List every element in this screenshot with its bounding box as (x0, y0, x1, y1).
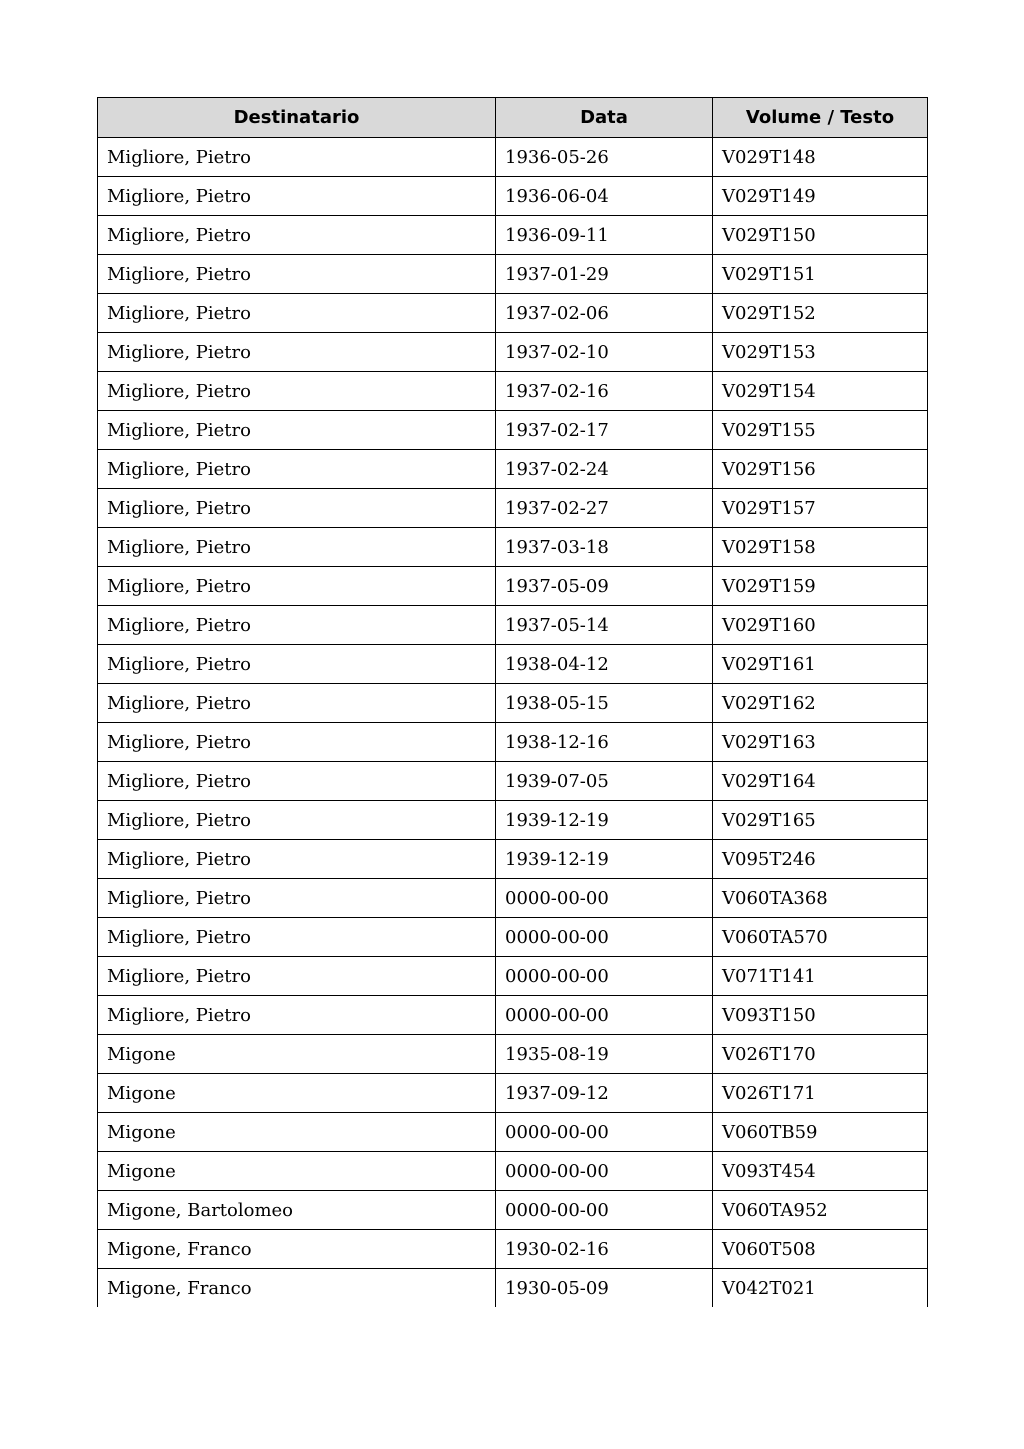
cell-data: 1937-02-10 (496, 333, 713, 372)
cell-data: 1937-05-09 (496, 567, 713, 606)
cell-volume-testo: V029T150 (713, 216, 928, 255)
table-row (98, 645, 928, 684)
cell-data: 1930-05-09 (496, 1269, 713, 1308)
cell-volume-testo: V029T163 (713, 723, 928, 762)
cell-data: 0000-00-00 (496, 879, 713, 918)
table-row (98, 1230, 928, 1269)
cell-data: 1936-06-04 (496, 177, 713, 216)
cell-destinatario: Migliore, Pietro (98, 762, 496, 801)
cell-destinatario: Migliore, Pietro (98, 411, 496, 450)
cell-data: 1937-03-18 (496, 528, 713, 567)
cell-destinatario: Migliore, Pietro (98, 957, 496, 996)
cell-volume-testo: V093T454 (713, 1152, 928, 1191)
cell-volume-testo: V029T159 (713, 567, 928, 606)
cell-volume-testo: V029T165 (713, 801, 928, 840)
cell-volume-testo: V029T154 (713, 372, 928, 411)
cell-volume-testo: V095T246 (713, 840, 928, 879)
cell-destinatario: Migone (98, 1152, 496, 1191)
table-body (98, 138, 928, 1308)
table-row (98, 801, 928, 840)
cell-volume-testo: V071T141 (713, 957, 928, 996)
cell-data: 1939-12-19 (496, 801, 713, 840)
cell-destinatario: Migone, Bartolomeo (98, 1191, 496, 1230)
cell-data: 0000-00-00 (496, 918, 713, 957)
cell-destinatario: Migliore, Pietro (98, 333, 496, 372)
table-header-row (98, 98, 928, 138)
table-row (98, 1113, 928, 1152)
letters-table (97, 97, 928, 1307)
table-row (98, 723, 928, 762)
table-row (98, 1191, 928, 1230)
cell-destinatario: Migliore, Pietro (98, 489, 496, 528)
cell-data: 1937-02-27 (496, 489, 713, 528)
cell-data: 1937-09-12 (496, 1074, 713, 1113)
table-row (98, 372, 928, 411)
table-row (98, 684, 928, 723)
table-row (98, 489, 928, 528)
cell-destinatario: Migliore, Pietro (98, 801, 496, 840)
cell-data: 1938-05-15 (496, 684, 713, 723)
cell-data: 0000-00-00 (496, 996, 713, 1035)
cell-destinatario: Migliore, Pietro (98, 138, 496, 177)
cell-data: 1935-08-19 (496, 1035, 713, 1074)
cell-volume-testo: V026T170 (713, 1035, 928, 1074)
cell-volume-testo: V029T155 (713, 411, 928, 450)
cell-destinatario: Migliore, Pietro (98, 216, 496, 255)
cell-data: 0000-00-00 (496, 1113, 713, 1152)
cell-destinatario: Migone, Franco (98, 1269, 496, 1308)
cell-data: 1938-12-16 (496, 723, 713, 762)
cell-volume-testo: V029T148 (713, 138, 928, 177)
cell-destinatario: Migliore, Pietro (98, 723, 496, 762)
cell-volume-testo: V060TA952 (713, 1191, 928, 1230)
table-row (98, 567, 928, 606)
cell-data: 0000-00-00 (496, 957, 713, 996)
cell-volume-testo: V029T157 (713, 489, 928, 528)
cell-volume-testo: V026T171 (713, 1074, 928, 1113)
table-row (98, 255, 928, 294)
cell-destinatario: Migliore, Pietro (98, 879, 496, 918)
cell-volume-testo: V029T164 (713, 762, 928, 801)
cell-destinatario: Migliore, Pietro (98, 918, 496, 957)
table-row (98, 216, 928, 255)
table-row (98, 918, 928, 957)
cell-data: 1930-02-16 (496, 1230, 713, 1269)
cell-volume-testo: V029T149 (713, 177, 928, 216)
cell-destinatario: Migliore, Pietro (98, 840, 496, 879)
cell-volume-testo: V029T158 (713, 528, 928, 567)
cell-destinatario: Migone (98, 1035, 496, 1074)
cell-data: 1938-04-12 (496, 645, 713, 684)
cell-destinatario: Migliore, Pietro (98, 372, 496, 411)
table-row (98, 138, 928, 177)
cell-volume-testo: V029T153 (713, 333, 928, 372)
table-row (98, 450, 928, 489)
table-row (98, 1152, 928, 1191)
cell-data: 1939-12-19 (496, 840, 713, 879)
cell-destinatario: Migone (98, 1074, 496, 1113)
cell-volume-testo: V029T151 (713, 255, 928, 294)
cell-volume-testo: V042T021 (713, 1269, 928, 1308)
cell-destinatario: Migliore, Pietro (98, 528, 496, 567)
cell-volume-testo: V029T162 (713, 684, 928, 723)
cell-destinatario: Migliore, Pietro (98, 996, 496, 1035)
cell-volume-testo: V060T508 (713, 1230, 928, 1269)
cell-volume-testo: V029T161 (713, 645, 928, 684)
cell-data: 0000-00-00 (496, 1191, 713, 1230)
cell-destinatario: Migone (98, 1113, 496, 1152)
table-row (98, 957, 928, 996)
table-row (98, 879, 928, 918)
cell-destinatario: Migliore, Pietro (98, 177, 496, 216)
cell-volume-testo: V029T152 (713, 294, 928, 333)
cell-volume-testo: V029T160 (713, 606, 928, 645)
table-row (98, 177, 928, 216)
table-row (98, 1269, 928, 1308)
cell-data: 1937-02-24 (496, 450, 713, 489)
cell-destinatario: Migliore, Pietro (98, 645, 496, 684)
table-row (98, 840, 928, 879)
cell-volume-testo: V093T150 (713, 996, 928, 1035)
cell-destinatario: Migliore, Pietro (98, 567, 496, 606)
column-header-volume-testo: Volume / Testo (713, 98, 928, 138)
cell-volume-testo: V060TA368 (713, 879, 928, 918)
table-row (98, 762, 928, 801)
cell-data: 1939-07-05 (496, 762, 713, 801)
cell-data: 1936-05-26 (496, 138, 713, 177)
cell-destinatario: Migliore, Pietro (98, 450, 496, 489)
column-header-destinatario: Destinatario (98, 98, 496, 138)
table-row (98, 606, 928, 645)
cell-destinatario: Migliore, Pietro (98, 255, 496, 294)
table-row (98, 333, 928, 372)
cell-data: 1937-02-16 (496, 372, 713, 411)
cell-volume-testo: V029T156 (713, 450, 928, 489)
cell-data: 1937-01-29 (496, 255, 713, 294)
column-header-data: Data (496, 98, 713, 138)
cell-data: 1936-09-11 (496, 216, 713, 255)
cell-destinatario: Migliore, Pietro (98, 294, 496, 333)
cell-destinatario: Migliore, Pietro (98, 684, 496, 723)
cell-data: 1937-05-14 (496, 606, 713, 645)
cell-destinatario: Migliore, Pietro (98, 606, 496, 645)
cell-volume-testo: V060TB59 (713, 1113, 928, 1152)
cell-data: 1937-02-06 (496, 294, 713, 333)
cell-volume-testo: V060TA570 (713, 918, 928, 957)
table-row (98, 1074, 928, 1113)
cell-data: 1937-02-17 (496, 411, 713, 450)
table-row (98, 411, 928, 450)
table-row (98, 528, 928, 567)
cell-data: 0000-00-00 (496, 1152, 713, 1191)
document-page (97, 97, 927, 1307)
table-row (98, 294, 928, 333)
table-row (98, 996, 928, 1035)
cell-destinatario: Migone, Franco (98, 1230, 496, 1269)
table-row (98, 1035, 928, 1074)
